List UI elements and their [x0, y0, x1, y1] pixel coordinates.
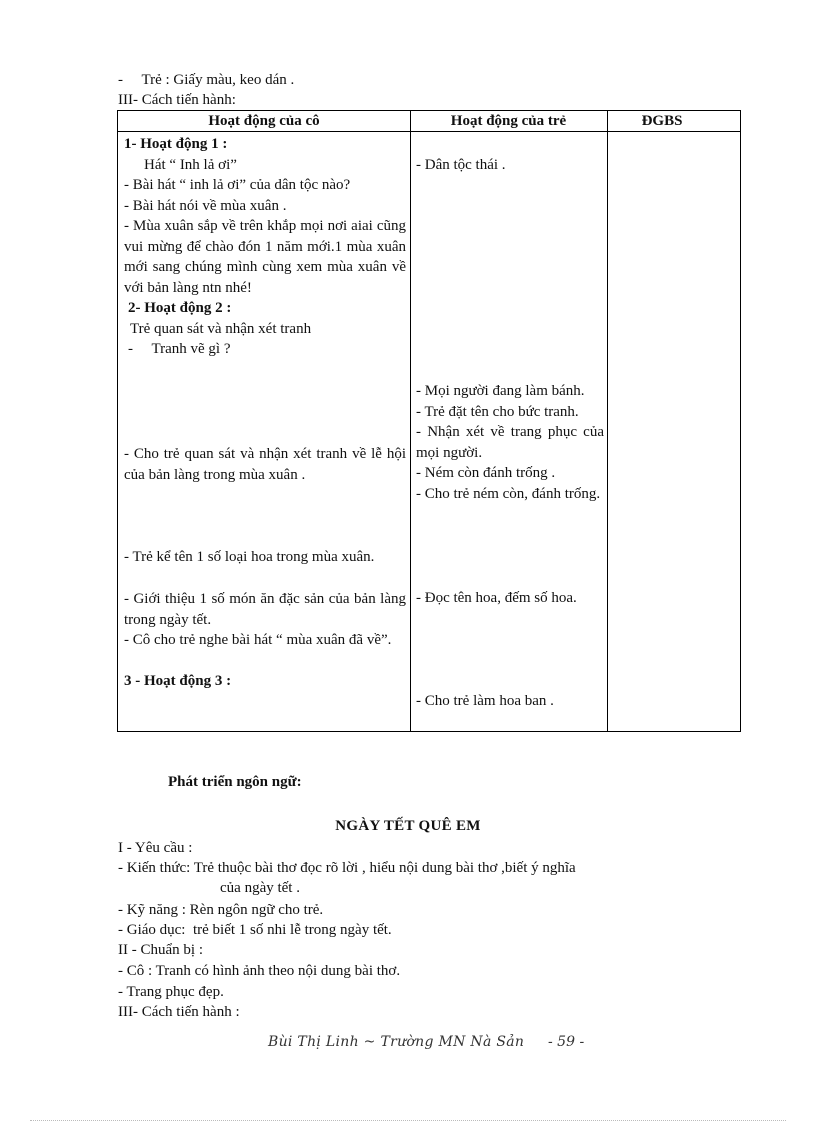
activity-table: [117, 110, 741, 732]
prep-costume-line: - Trang phục đẹp.: [118, 984, 224, 1000]
activity-1-song: Hát “ Inh lả ơi”: [144, 156, 237, 173]
question-ethnic: - Bài hát “ inh lả ơi” của dân tộc nào?: [124, 177, 351, 193]
making-cakes: - Mọi người đang làm bánh.: [416, 383, 585, 399]
column-divider: [410, 111, 411, 731]
activity-2-title: 2- Hoạt động 2 :: [128, 300, 232, 316]
knowledge-line: - Kiến thức: Trẻ thuộc bài thơ đọc rõ lời , hiểu nội dung bài thơ ,biết ý nghĩa: [118, 860, 576, 876]
activity-2-desc: Trẻ quan sát và nhận xét tranh: [130, 320, 312, 337]
special-food: - Giới thiệu 1 số món ăn đặc sản của bản làng trong ngày tết.: [124, 591, 406, 628]
column-divider: [607, 111, 608, 731]
name-flowers: - Trẻ kể tên 1 số loại hoa trong mùa xuân.: [124, 549, 375, 565]
prep-teacher-line: - Cô : Tranh có hình ảnh theo nội dung bài thơ.: [118, 963, 401, 979]
activity-3-title: 3 - Hoạt động 3 :: [124, 673, 232, 689]
lesson-title: NGÀY TẾT QUÊ EM: [335, 818, 481, 834]
header-teacher: Hoạt động của cô: [208, 113, 320, 129]
spring-intro: - Mùa xuân sắp về trên khắp mọi nơi aiai cũng vui mừng để chào đón 1 năm mới.1 mùa xuân mới sang chúng mình cùng xem mùa xuân về với bản làng ntn nhé!: [124, 218, 406, 296]
knowledge-line-cont: của ngày tết .: [220, 880, 300, 896]
skills-line: - Kỹ năng : Rèn ngôn ngữ cho trẻ.: [118, 902, 324, 918]
throw-drum: - Ném còn đánh trống .: [416, 465, 556, 481]
child-column: [416, 381, 604, 504]
let-throw: - Cho trẻ ném còn, đánh trống.: [416, 485, 601, 502]
header-dgbs: ĐGBS: [641, 113, 683, 129]
footer-author: Bùi Thị Linh ~ Trường MN Nà Sản: [268, 1034, 525, 1050]
header-divider: [118, 131, 740, 132]
preparation-heading: II - Chuẩn bị :: [118, 942, 203, 958]
activity-1-title: 1- Hoạt động 1 :: [124, 136, 228, 152]
teacher-column: [124, 134, 406, 360]
comment-clothes: - Nhận xét về trang phục của mọi người.: [416, 424, 604, 461]
page-bottom-rule: [30, 1120, 786, 1121]
header-child: Hoạt động của trẻ: [450, 113, 567, 129]
education-line: - Giáo dục: trẻ biết 1 số nhi lễ trong ngày tết.: [118, 922, 392, 938]
steps-heading: III- Cách tiến hành:: [118, 92, 236, 108]
listen-song: - Cô cho trẻ nghe bài hát “ mùa xuân đã về”.: [124, 632, 392, 648]
name-picture: - Trẻ đặt tên cho bức tranh.: [416, 403, 579, 420]
materials-line: - Trẻ : Giấy màu, keo dán .: [118, 72, 295, 88]
observe-festival: - Cho trẻ quan sát và nhận xét tranh về lễ hội của bản làng trong mùa xuân .: [124, 446, 406, 483]
activity-2-question: - Tranh vẽ gì ?: [128, 341, 231, 357]
question-about: - Bài hát nói về mùa xuân .: [124, 197, 287, 214]
requirements-heading: I - Yêu cầu :: [118, 840, 193, 856]
page-number: - 59 -: [548, 1034, 585, 1050]
read-flowers: - Đọc tên hoa, đếm số hoa.: [416, 590, 577, 606]
ethnic-answer: - Dân tộc thái .: [416, 157, 506, 173]
section-title: Phát triển ngôn ngữ:: [168, 774, 302, 790]
make-flowers: - Cho trẻ làm hoa ban .: [416, 693, 554, 709]
steps-heading-2: III- Cách tiến hành :: [118, 1004, 240, 1020]
